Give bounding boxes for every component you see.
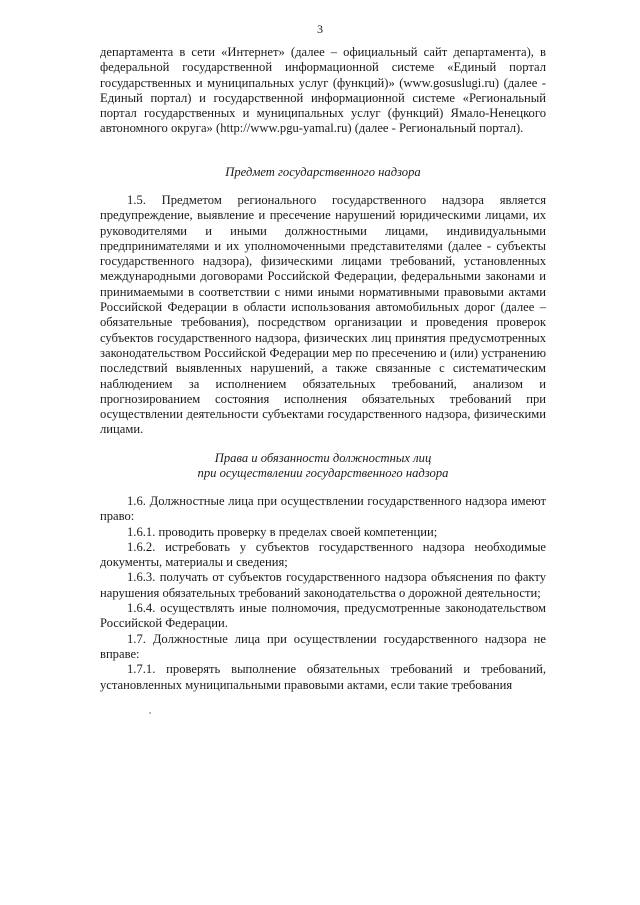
paragraph-1-6: 1.6. Должностные лица при осуществлении государственного надзора имеют право: <box>100 494 546 524</box>
paragraph-1-7-1: 1.7.1. проверять выполнение обязательных требований и требований, установленных муниципальными правовыми актами, если такие требования <box>100 662 546 692</box>
section-heading-subject <box>100 165 546 180</box>
section-heading-rights <box>100 451 546 482</box>
subject-paragraph-block <box>100 193 546 438</box>
intro-paragraph <box>100 45 546 137</box>
heading-subject-text: Предмет государственного надзора <box>225 165 421 179</box>
paragraph-1-5: 1.5. Предметом регионального государственного надзора является предупреждение, выявление и пресечение нарушений юридическими лицами, их руководителями и иными должностными лицами, индивидуальными предпринимателями и их уполномоченными представителями (далее - субъекты государственного надзора), физическими лицами требований, установленных международными договорами Российской Федерации, федеральными законами и принимаемыми в соответствии с ними иными нормативными правовыми актами Российской Федерации в области использования автомобильных дорог (далее – обязательные требования), посредством организации и проведения проверок субъектов государственного надзора, физических лиц принятия предусмотренных законодательством Российской Федерации мер по пресечению и (или) устранению последствий выявленных нарушений, а также связанные с систематическим наблюдением за исполнением обязательных требований, анализом и прогнозированием состояния исполнения обязательных требований при осуществлении деятельности субъектами государственного надзора, физическими лицами. <box>100 193 546 437</box>
rights-paragraph-block <box>100 494 546 693</box>
paragraph-1-6-2: 1.6.2. истребовать у субъектов государственного надзора необходимые документы, материалы и сведения; <box>100 539 546 570</box>
paragraph-1-6-1: 1.6.1. проводить проверку в пределах своей компетенции; <box>127 524 438 539</box>
paragraph-1-7: 1.7. Должностные лица при осуществлении государственного надзора не вправе: <box>100 631 546 661</box>
scan-speck <box>149 712 151 714</box>
paragraph-intro: департамента в сети «Интернет» (далее – официальный сайт департамента), в федеральной государственной информационной системе «Единый портал государственных и муниципальных услуг (функций)» (www.gosuslugi.ru) (далее - Единый портал) и государственной информационной системе «Региональный портал государственных и муниципальных услуг (функций) Ямало-Ненецкого автономного округа» (http://www.pgu-yamal.ru) (далее - Региональный портал). <box>100 45 546 136</box>
heading-rights-line1: Права и обязанности должностных лиц <box>214 451 432 465</box>
page-number: 3 <box>317 22 323 36</box>
heading-rights-line2: при осуществлении государственного надзора <box>197 466 449 481</box>
paragraph-1-6-3: 1.6.3. получать от субъектов государственного надзора объяснения по факту нарушения обязательных требований законодательства о дорожной деятельности; <box>100 570 546 600</box>
paragraph-1-6-4: 1.6.4. осуществлять иные полномочия, предусмотренные законодательством Российской Федерации. <box>100 601 546 631</box>
